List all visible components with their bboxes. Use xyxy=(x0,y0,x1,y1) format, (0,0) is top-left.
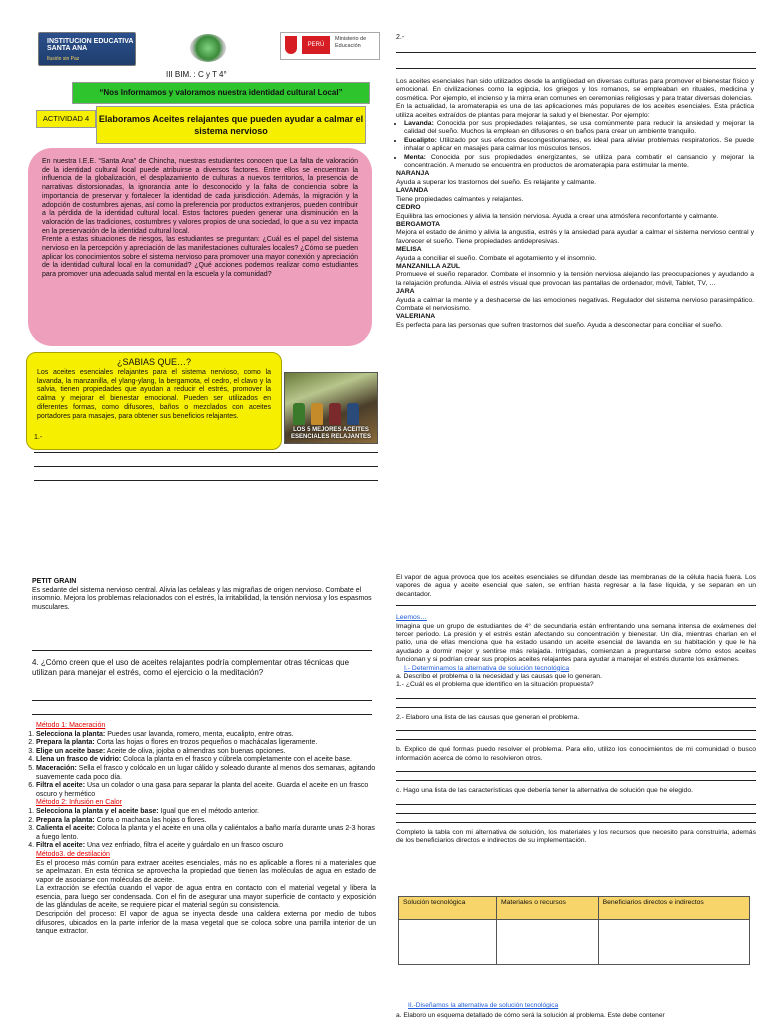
school-logo xyxy=(38,32,136,66)
oil-desc: Es sedante del sistema nervioso central. Alivia las cefaleas y las migrañas de origen nervioso. Combate el insomnio. Mejora los problemas relacionados con el estrés, la irritabilidad, la tensión nerviosa y los espasmos musculares. xyxy=(32,586,372,611)
list-item xyxy=(404,154,754,171)
list-item xyxy=(36,842,376,851)
bottle-icon xyxy=(329,403,341,425)
methods-section xyxy=(8,722,376,937)
step-name: Prepara la planta: xyxy=(36,816,95,824)
table-cell[interactable] xyxy=(496,920,598,965)
oil-name: Lavanda: xyxy=(404,120,434,128)
page-4 xyxy=(384,560,768,1024)
table-row xyxy=(399,920,750,965)
oil-name: JARA xyxy=(396,288,415,296)
essential-oils-text xyxy=(396,78,754,330)
list-item xyxy=(36,731,376,740)
answer-line[interactable] xyxy=(396,780,756,781)
answer-line[interactable] xyxy=(32,700,372,701)
method-1-title: Método 1: Maceración xyxy=(36,722,106,729)
sabias-title: ¿SABIAS QUE…? xyxy=(116,357,192,367)
step-name: Llena un frasco de vidrio: xyxy=(36,756,122,764)
solution-table xyxy=(398,896,750,965)
answer-line[interactable] xyxy=(396,739,756,740)
oil-name: Eucalipto: xyxy=(404,136,437,144)
question-1-label: 1.- xyxy=(34,434,43,441)
list-item xyxy=(36,739,376,748)
ministry-country: PERÚ xyxy=(302,36,330,54)
answer-line[interactable] xyxy=(32,714,372,715)
method-1-steps xyxy=(8,731,376,800)
answer-line[interactable] xyxy=(396,52,756,53)
oil-desc: Es perfecta para las personas que sufren trastornos del sueño. Ayuda a desconectar para conciliar el sueño. xyxy=(396,321,723,329)
question-1: 1.- ¿Cuál es el problema que identifico en la situación propuesta? xyxy=(396,681,594,689)
step-desc: Corta o machaca las hojas o flores. xyxy=(94,816,207,824)
step-desc: Corta las hojas o flores en trozos pequeños o machácalas ligeramente. xyxy=(94,739,318,747)
oil-name: NARANJA xyxy=(396,170,430,178)
answer-line[interactable] xyxy=(34,452,378,453)
oil-desc: Conocida por sus propiedades energizantes, se utiliza para combatir el cansancio y mejorar la concentración. A menudo se encuentra en productos de aromaterapia para estimular la mente. xyxy=(404,153,754,170)
oil-name: Menta: xyxy=(404,153,426,161)
header-logos xyxy=(38,32,378,68)
oil-name: PETIT GRAIN xyxy=(32,578,77,585)
oil-name: MELISA xyxy=(396,246,422,254)
list-item xyxy=(36,765,376,782)
list-item xyxy=(36,756,376,765)
answer-line[interactable] xyxy=(396,698,756,699)
method-3-title: Método3. de destilación xyxy=(36,850,110,858)
intro-paragraph: En nuestra I.E.E. “Santa Ana” de Chincha, nuestras estudiantes conocen que La falta de valoración de la identidad cultural local puede atribuirse a diversos factores. Entre ellos se encuentran la influencia de la globalización, el desplazamiento de culturas a nuevos territorios, la presencia de narrativas distorsionadas, la ignorancia ante lo desconocido y la falta de conciencia sobre la importancia de preservar y fortalecer la identidad de cada jurisdicción. Además, la migración y la adopción de costumbres ajenas, así como la preferencia por productos extranjeros, pueden contribuir a la pérdida de la identidad cultural local. Estos factores pueden generar una disminución en la valoración de las tradiciones, costumbres y valores propios de una sociedad, lo que a su vez impacta en la preservación de la identidad cultural local. xyxy=(42,158,358,235)
instruction-a: a. Describo el problema o la necesidad y las causas que lo generan. xyxy=(396,673,602,681)
oil-desc: Tiene propiedades calmantes y relajantes. xyxy=(396,195,524,203)
instruction-a2: a. Elaboro un esquema detallado de cómo será la solución al problema. Este debe contener xyxy=(396,1012,665,1019)
step-name: Selecciona la planta: xyxy=(36,730,106,738)
answer-line[interactable] xyxy=(396,771,756,772)
atom-icon xyxy=(190,34,226,62)
table-cell[interactable] xyxy=(399,920,497,965)
step-name: Elige un aceite base: xyxy=(36,747,106,755)
list-item xyxy=(36,748,376,757)
oil-desc: Ayuda a superar los trastornos del sueño. Es relajante y calmante. xyxy=(396,178,597,186)
answer-line[interactable] xyxy=(32,650,372,651)
table-header: Materiales o recursos xyxy=(496,897,598,920)
step-desc: Puedes usar lavanda, romero, menta, eucalipto, entre otras. xyxy=(105,730,294,738)
school-logo-text: INSTITUCION EDUCATIVA SANTA ANA xyxy=(47,38,134,52)
step-name: Prepara la planta: xyxy=(36,739,95,747)
answer-line[interactable] xyxy=(396,813,756,814)
answer-line[interactable] xyxy=(396,822,756,823)
step-desc: Igual que en el método anterior. xyxy=(158,807,259,815)
oil-desc: Ayuda a conciliar el sueño. Combate el agotamiento y el insomnio. xyxy=(396,254,597,262)
table-header: Solución tecnológica xyxy=(399,897,497,920)
table-header-row xyxy=(399,897,750,920)
bottle-icon xyxy=(347,403,359,425)
section-2-heading: II.-Diseñamos la alternativa de solución tecnológica xyxy=(408,1002,559,1009)
answer-line[interactable] xyxy=(396,730,756,731)
step-desc: Coloca la planta en el frasco y cúbrela completamente con el aceite base. xyxy=(121,756,352,764)
answer-line[interactable] xyxy=(396,707,756,708)
school-logo-subtitle: Ilusión sin Paz xyxy=(47,56,80,62)
slogan-banner: “Nos Informamos y valoramos nuestra identidad cultural Local” xyxy=(72,82,370,104)
question-4: 4. ¿Cómo creen que el uso de aceites relajantes podría complementar otras técnicas que utilizan para manejar el estrés, como el ejercicio o la meditación? xyxy=(32,658,350,677)
bottle-icon xyxy=(311,403,323,425)
ministry-name: Ministerio de Educación xyxy=(335,36,367,49)
method-3-paragraph: La extracción se efectúa cuando el vapor de agua entra en contacto con el material vegetal y libera la esencia, para luego ser condensada. Con el fin de asegurar una mayor superficie de contacto y exposición de las glándulas de aceite, se requiere picar el material según su consistencia. xyxy=(36,885,376,910)
instruction-b: b. Explico de qué formas puedo resolver el problema. Para ello, utilizo los conocimientos de mi comunidad o busco información acerca de cómo lo resolvieron otros. xyxy=(396,746,756,762)
step-name: Maceración: xyxy=(36,764,77,772)
question-2: 2.- Elaboro una lista de las causas que generan el problema. xyxy=(396,713,580,721)
step-name: Selecciona la planta y el aceite base: xyxy=(36,807,159,815)
examples-list xyxy=(396,120,754,170)
distillation-paragraph: El vapor de agua provoca que los aceites esenciales se difundan desde las membranas de la célula hacia fuera. Los vapores de agua y aceite esencial que salen, se enfrían hasta regresar a la fase líquida, y se separan en un decantador. xyxy=(396,574,756,598)
list-item xyxy=(36,782,376,799)
table-cell[interactable] xyxy=(598,920,749,965)
instruction-c: c. Hago una lista de las características que debería tener la alternativa de solución que he elegido. xyxy=(396,787,693,795)
sabias-box xyxy=(26,352,282,450)
question-2-label: 2.- xyxy=(396,34,405,41)
oil-desc: Conocida por sus propiedades relajantes, se usa comúnmente para reducir la ansiedad y mejorar la calidad del sueño. Muchos la emplean en difusores o en baños para crear un ambiente tranquilo. xyxy=(404,120,754,136)
oil-name: LAVANDA xyxy=(396,187,429,195)
oil-name: VALERIANA xyxy=(396,313,436,321)
ministry-logo xyxy=(280,32,380,60)
distillation-and-activity xyxy=(396,574,756,845)
section-1-heading: I.- Determinamos la alternativa de solución tecnológica xyxy=(404,664,570,672)
leemos-heading: Leemos… xyxy=(396,614,427,622)
answer-line[interactable] xyxy=(396,605,756,606)
page-1 xyxy=(0,0,384,530)
method-2-title: Método 2: Infusión en Calor xyxy=(36,799,122,807)
scenario-paragraph: Imagina que un grupo de estudiantes de 4° de secundaria están enfrentando una semana intensa de exámenes del tercer periodo. La presión y el estrés están afectando su concentración y bienestar. Un día, mientras charlan en el patio, una de ellas menciona que ha estado usando un aceite esencial de lavanda en su habitación y que le ha ayudado a dormir mejor y sentirse más relajada. Intrigadas, comienzan a preguntarse sobre cómo estos aceites funcionan y si podrían crear sus propios aceites relajantes para ayudar a manejar el estrés durante los exámenes. xyxy=(396,622,756,664)
table-intro: Completo la tabla con mi alternativa de solución, los materiales y los recursos que necesito para construirla, además de los beneficiarios directos e indirectos de su implementación. xyxy=(396,828,756,844)
intro-box xyxy=(28,148,372,346)
petit-grain-section xyxy=(32,578,372,612)
intro-questions: Frente a estas situaciones de riesgos, las estudiantes se preguntan: ¿Cuál es el papel del sistema nervioso en la percepción y apreciación de las manifestaciones culturales locales? ¿Cómo se pueden aplicar los conocimientos sobre el sistema nervioso para promover una mayor conexión y apreciación de la identidad cultural local en la comunidad? ¿Qué acciones podemos realizar como estudiantes para promover una adecuada salud mental en la escuela y la comunidad? xyxy=(42,236,358,279)
bottle-icon xyxy=(293,403,305,425)
aromatherapy-paragraph: En la actualidad, la aromaterapia es una de las aplicaciones más populares de los aceites esenciales. Esta práctica utiliza aceites extraídos de plantas para mejorar la salud y el bienestar. Por ejemplo: xyxy=(396,103,754,119)
bimester-label: III BIM. : C y T 4° xyxy=(166,70,227,79)
method-2-steps xyxy=(8,808,376,851)
page-2 xyxy=(384,0,768,530)
step-desc: Sella el frasco y colócalo en un lugar cálido y soleado durante al menos dos semanas, agitando suavemente cada poco día. xyxy=(36,764,376,781)
oil-name: CEDRO xyxy=(396,204,421,212)
oil-desc: Utilizado por sus efectos descongestionantes, es ideal para aliviar problemas respiratorios. Se puede inhalar o aplicar en masajes para calmar los músculos tensos. xyxy=(404,136,754,153)
step-desc: Usa un colador o una gasa para separar la planta del aceite. Guarda el aceite en un frasco oscuro y hermético xyxy=(36,782,369,798)
step-desc: Aceite de oliva, jojoba o almendras son buenas opciones. xyxy=(105,747,286,755)
answer-line[interactable] xyxy=(34,480,378,481)
step-name: Calienta el aceite: xyxy=(36,825,96,833)
table-header: Beneficiarios directos e indirectos xyxy=(598,897,749,920)
activity-title: Elaboramos Aceites relajantes que pueden ayudar a calmar el sistema nervioso xyxy=(96,106,366,144)
oil-desc: Equilibra las emociones y alivia la tensión nerviosa. Ayuda a crear una atmósfera reconfortante y calmante. xyxy=(396,212,719,220)
list-item xyxy=(36,808,376,817)
step-desc: Coloca la planta y el aceite en una olla y caliéntalos a baño maría durante unas 2-3 horas a fuego lento. xyxy=(36,825,375,841)
step-name: Filtra el aceite: xyxy=(36,842,86,850)
list-item xyxy=(404,120,754,137)
oil-desc: Ayuda a calmar la mente y a deshacerse de las emociones negativas. Regulador del sistema nervioso parasimpático. Combate el nerviosismo. xyxy=(396,296,754,312)
oil-name: BERGAMOTA xyxy=(396,220,441,228)
step-name: Filtra el aceite: xyxy=(36,782,86,790)
list-item xyxy=(36,817,376,826)
oil-name: MANZANILLA AZUL xyxy=(396,262,461,270)
activity-label: ACTIVIDAD 4 xyxy=(36,110,96,128)
answer-line[interactable] xyxy=(396,68,756,69)
peru-shield-icon xyxy=(285,36,297,54)
method-3-paragraph: Descripción del proceso: El vapor de agua se inyecta desde una caldera externa por medio de tubos difusores, ubicados en la parte inferior de la masa vegetal que se coloca sobre una parrilla interior de un tanque extractor. xyxy=(36,911,376,936)
oil-desc: Mejora el estado de ánimo y alivia la angustia, estrés y la ansiedad para ayudar a calmar el sistema nervioso central y favorecer el sueño. Tiene propiedades antidepresivas. xyxy=(396,229,754,245)
list-item xyxy=(36,825,376,842)
answer-line[interactable] xyxy=(34,466,378,467)
answer-line[interactable] xyxy=(396,804,756,805)
photo-caption: LOS 5 MEJORES ACEITES ESENCIALES RELAJANTES xyxy=(290,427,371,440)
method-3-paragraph: Es el proceso más común para extraer aceites esenciales, más no es aplicable a flores ni a materiales que se apelmazan. En esta técnica se aprovecha la propiedad que tienen las moléculas de agua en estado de vapor de asociarse con moléculas de aceite. xyxy=(36,859,376,884)
sabias-text: Los aceites esenciales relajantes para el sistema nervioso, como la lavanda, la manzanilla, el ylang-ylang, la bergamota, el cedro, el clavo y la salvia, tienen propiedades que ayudan a reducir el estrés, promover la calma y mejorar el bienestar emocional. Pueden ser utilizados en diferentes formas, como difusores, baños o mezclados con aceites portadores para masajes, para obtener sus beneficios relajantes. xyxy=(37,369,271,420)
oil-desc: Promueve el sueño reparador. Combate el insomnio y la tensión nerviosa alejando las preocupaciones y ayudando a la relajación profunda. Alivia el estrés visual que provocan las pantallas de ordenador, móvil, Tablet, TV, … xyxy=(396,271,754,287)
essential-oils-photo xyxy=(284,372,378,444)
step-desc: Una vez enfriado, filtra el aceite y guárdalo en un frasco oscuro xyxy=(85,842,284,850)
history-paragraph: Los aceites esenciales han sido utilizados desde la antigüedad en diversas culturas para promover el bienestar físico y emocional. En civilizaciones como la egipcia, los griegos y los romanos, se empleaban en rituales, medicina y cosmética. Por ejemplo, el incienso y la mirra eran comunes en ceremonias religiosas y para tratar diversas dolencias. xyxy=(396,78,754,102)
page-3 xyxy=(0,560,384,1024)
list-item xyxy=(404,137,754,154)
